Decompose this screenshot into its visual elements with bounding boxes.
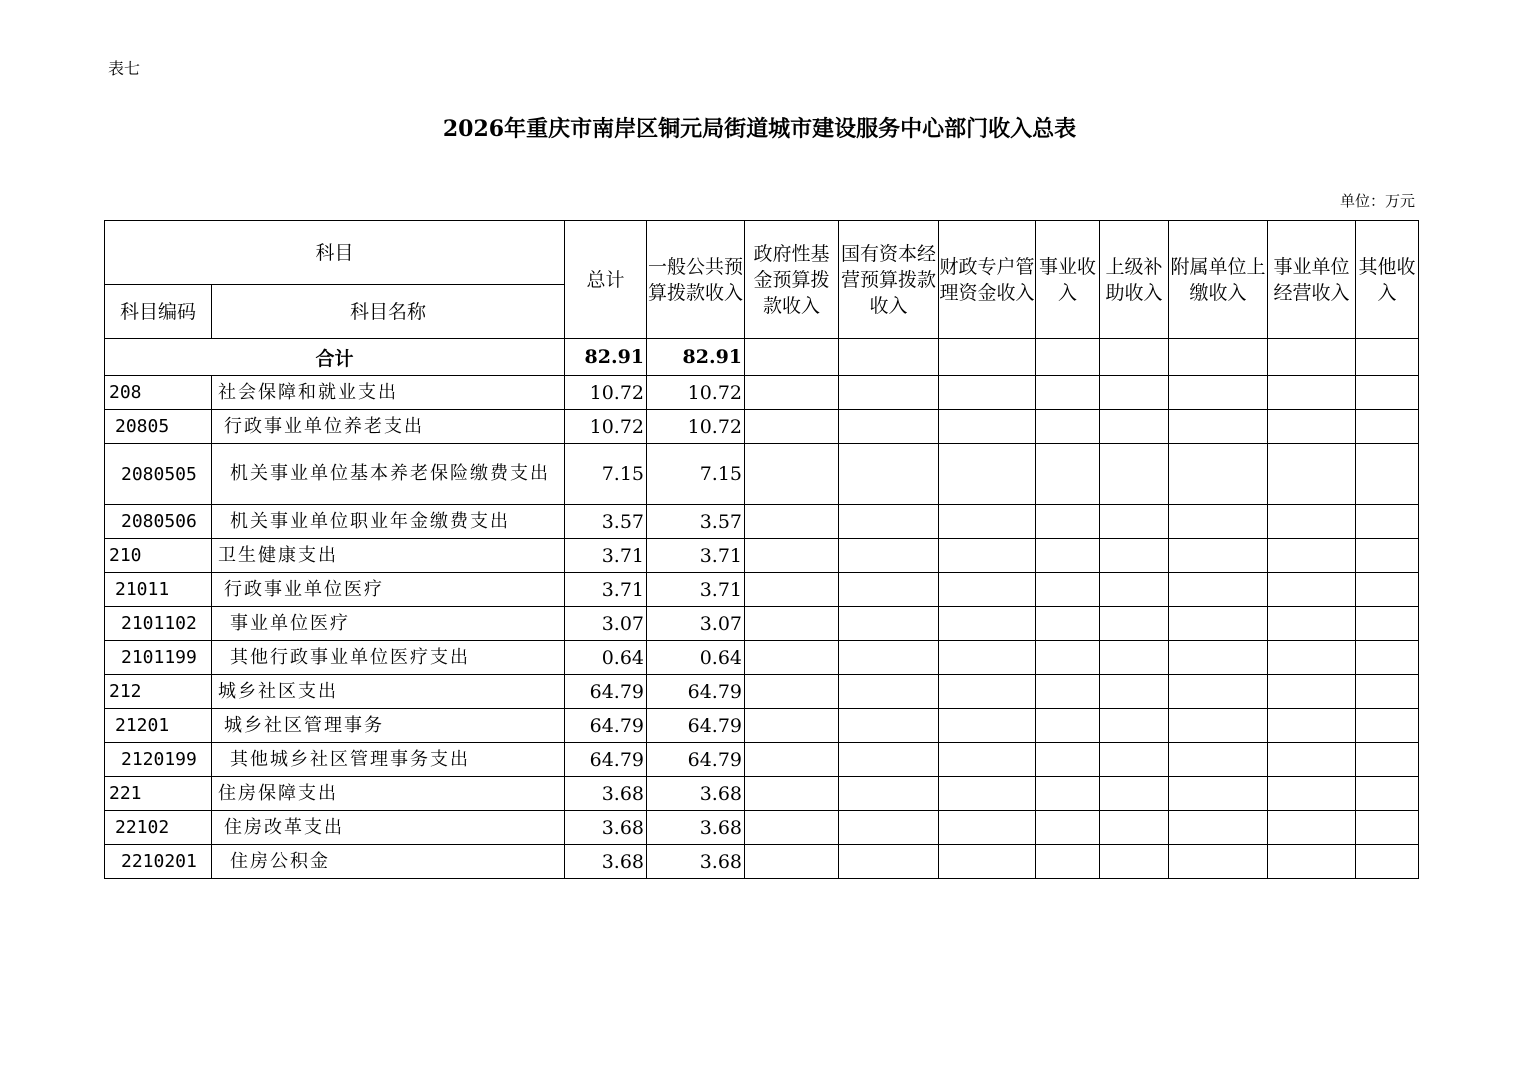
empty-cell: [1268, 845, 1356, 879]
header-gov-fund: 政府性基金预算拨款收入: [745, 221, 839, 339]
empty-cell: [1169, 709, 1268, 743]
table-row: [105, 777, 1419, 811]
amount-general: 64.79: [647, 743, 745, 777]
empty-cell: [1356, 811, 1419, 845]
empty-cell: [839, 607, 939, 641]
empty-cell: [1169, 339, 1268, 376]
empty-cell: [1169, 845, 1268, 879]
subject-name: 住房公积金: [212, 845, 565, 879]
empty-cell: [1100, 573, 1169, 607]
empty-cell: [1036, 777, 1100, 811]
amount-total: 3.68: [565, 845, 647, 879]
amount-total: 64.79: [565, 675, 647, 709]
empty-cell: [1356, 573, 1419, 607]
subject-code: 2080505: [105, 444, 212, 505]
header-special-fund: 财政专户管理资金收入: [939, 221, 1036, 339]
empty-cell: [1036, 444, 1100, 505]
empty-cell: [1356, 339, 1419, 376]
subject-code: 208: [105, 376, 212, 410]
empty-cell: [745, 539, 839, 573]
empty-cell: [939, 339, 1036, 376]
total-label: 合计: [105, 339, 565, 376]
empty-cell: [1268, 339, 1356, 376]
empty-cell: [745, 505, 839, 539]
empty-cell: [1036, 641, 1100, 675]
empty-cell: [939, 444, 1036, 505]
empty-cell: [839, 539, 939, 573]
empty-cell: [939, 410, 1036, 444]
subject-name: 其他行政事业单位医疗支出: [212, 641, 565, 675]
subject-name: 社会保障和就业支出: [212, 376, 565, 410]
subject-name: 城乡社区支出: [212, 675, 565, 709]
empty-cell: [1169, 573, 1268, 607]
empty-cell: [1100, 777, 1169, 811]
empty-cell: [1036, 410, 1100, 444]
empty-cell: [1036, 709, 1100, 743]
empty-cell: [939, 845, 1036, 879]
empty-cell: [1036, 811, 1100, 845]
table-row: [105, 444, 1419, 505]
subject-code: 210: [105, 539, 212, 573]
empty-cell: [839, 410, 939, 444]
subject-code: 2120199: [105, 743, 212, 777]
subject-code: 22102: [105, 811, 212, 845]
subject-code: 2101199: [105, 641, 212, 675]
empty-cell: [1268, 539, 1356, 573]
subject-code: 2101102: [105, 607, 212, 641]
empty-cell: [1268, 607, 1356, 641]
amount-general: 64.79: [647, 675, 745, 709]
header-operation: 事业单位经营收入: [1268, 221, 1356, 339]
table-row: [105, 410, 1419, 444]
empty-cell: [1036, 505, 1100, 539]
empty-cell: [939, 743, 1036, 777]
amount-general: 0.64: [647, 641, 745, 675]
empty-cell: [745, 743, 839, 777]
empty-cell: [1169, 811, 1268, 845]
header-subject: 科目: [105, 221, 565, 285]
amount-total: 3.07: [565, 607, 647, 641]
subject-name: 行政事业单位养老支出: [212, 410, 565, 444]
empty-cell: [839, 777, 939, 811]
empty-cell: [1100, 376, 1169, 410]
amount-total: 10.72: [565, 376, 647, 410]
empty-cell: [745, 444, 839, 505]
empty-cell: [1268, 641, 1356, 675]
total-general: 82.91: [647, 339, 745, 376]
amount-general: 3.68: [647, 811, 745, 845]
empty-cell: [1169, 607, 1268, 641]
empty-cell: [1169, 675, 1268, 709]
subject-name: 其他城乡社区管理事务支出: [212, 743, 565, 777]
table-row: [105, 845, 1419, 879]
empty-cell: [1169, 505, 1268, 539]
unit-label: 单位：万元: [1339, 192, 1415, 210]
empty-cell: [1268, 675, 1356, 709]
empty-cell: [1268, 376, 1356, 410]
empty-cell: [839, 811, 939, 845]
table-row: [105, 505, 1419, 539]
subject-name: 机关事业单位职业年金缴费支出: [212, 505, 565, 539]
amount-total: 3.71: [565, 573, 647, 607]
empty-cell: [1356, 777, 1419, 811]
header-state-capital: 国有资本经营预算拨款收入: [839, 221, 939, 339]
empty-cell: [1268, 505, 1356, 539]
amount-total: 0.64: [565, 641, 647, 675]
table-number: 表七: [108, 59, 141, 78]
empty-cell: [839, 743, 939, 777]
empty-cell: [1356, 709, 1419, 743]
header-total: 总计: [565, 221, 647, 339]
subject-name: 城乡社区管理事务: [212, 709, 565, 743]
amount-total: 10.72: [565, 410, 647, 444]
table-row: [105, 811, 1419, 845]
amount-general: 64.79: [647, 709, 745, 743]
empty-cell: [1169, 743, 1268, 777]
amount-total: 3.68: [565, 777, 647, 811]
subject-code: 21011: [105, 573, 212, 607]
header-business: 事业收入: [1036, 221, 1100, 339]
empty-cell: [939, 777, 1036, 811]
empty-cell: [1100, 410, 1169, 444]
header-general: 一般公共预算拨款收入: [647, 221, 745, 339]
table-row: [105, 607, 1419, 641]
empty-cell: [939, 376, 1036, 410]
header-code: 科目编码: [105, 285, 212, 339]
table-row: [105, 675, 1419, 709]
total-amount: 82.91: [565, 339, 647, 376]
empty-cell: [1100, 845, 1169, 879]
header-name: 科目名称: [212, 285, 565, 339]
subject-name: 住房保障支出: [212, 777, 565, 811]
page-title: 2026年重庆市南岸区铜元局街道城市建设服务中心部门收入总表: [442, 116, 1077, 142]
empty-cell: [745, 777, 839, 811]
amount-general: 10.72: [647, 376, 745, 410]
table-row: [105, 743, 1419, 777]
empty-cell: [839, 573, 939, 607]
header-superior: 上级补助收入: [1100, 221, 1169, 339]
amount-total: 64.79: [565, 743, 647, 777]
amount-general: 10.72: [647, 410, 745, 444]
empty-cell: [1100, 505, 1169, 539]
empty-cell: [1036, 675, 1100, 709]
table-row: [105, 641, 1419, 675]
empty-cell: [839, 376, 939, 410]
amount-total: 7.15: [565, 444, 647, 505]
empty-cell: [939, 505, 1036, 539]
empty-cell: [1100, 811, 1169, 845]
empty-cell: [1356, 743, 1419, 777]
empty-cell: [839, 675, 939, 709]
empty-cell: [1268, 743, 1356, 777]
amount-general: 3.57: [647, 505, 745, 539]
empty-cell: [745, 641, 839, 675]
subject-name: 机关事业单位基本养老保险缴费支出: [212, 444, 565, 505]
empty-cell: [1100, 339, 1169, 376]
empty-cell: [939, 675, 1036, 709]
empty-cell: [1356, 845, 1419, 879]
empty-cell: [1169, 539, 1268, 573]
empty-cell: [745, 675, 839, 709]
empty-cell: [1169, 777, 1268, 811]
amount-total: 3.57: [565, 505, 647, 539]
empty-cell: [1100, 743, 1169, 777]
empty-cell: [1169, 376, 1268, 410]
empty-cell: [1356, 505, 1419, 539]
empty-cell: [939, 539, 1036, 573]
amount-general: 7.15: [647, 444, 745, 505]
empty-cell: [1268, 410, 1356, 444]
subject-code: 2080506: [105, 505, 212, 539]
empty-cell: [1356, 539, 1419, 573]
amount-total: 3.71: [565, 539, 647, 573]
empty-cell: [1036, 607, 1100, 641]
empty-cell: [1169, 641, 1268, 675]
empty-cell: [745, 573, 839, 607]
empty-cell: [1268, 811, 1356, 845]
empty-cell: [939, 641, 1036, 675]
subject-name: 住房改革支出: [212, 811, 565, 845]
empty-cell: [839, 709, 939, 743]
amount-general: 3.68: [647, 845, 745, 879]
empty-cell: [1036, 845, 1100, 879]
subject-name: 卫生健康支出: [212, 539, 565, 573]
empty-cell: [1100, 607, 1169, 641]
empty-cell: [939, 811, 1036, 845]
empty-cell: [1100, 539, 1169, 573]
amount-total: 64.79: [565, 709, 647, 743]
subject-code: 221: [105, 777, 212, 811]
amount-general: 3.68: [647, 777, 745, 811]
empty-cell: [1356, 376, 1419, 410]
subject-code: 21201: [105, 709, 212, 743]
empty-cell: [939, 709, 1036, 743]
subject-name: 行政事业单位医疗: [212, 573, 565, 607]
empty-cell: [745, 607, 839, 641]
income-table: [104, 220, 1419, 879]
empty-cell: [745, 410, 839, 444]
empty-cell: [1356, 410, 1419, 444]
empty-cell: [939, 607, 1036, 641]
amount-total: 3.68: [565, 811, 647, 845]
empty-cell: [1100, 641, 1169, 675]
table-row: [105, 539, 1419, 573]
empty-cell: [1036, 339, 1100, 376]
empty-cell: [745, 376, 839, 410]
empty-cell: [1169, 410, 1268, 444]
empty-cell: [1100, 444, 1169, 505]
amount-general: 3.71: [647, 539, 745, 573]
empty-cell: [1356, 675, 1419, 709]
empty-cell: [839, 444, 939, 505]
amount-general: 3.07: [647, 607, 745, 641]
empty-cell: [745, 811, 839, 845]
empty-cell: [1036, 743, 1100, 777]
empty-cell: [1356, 641, 1419, 675]
header-affiliate: 附属单位上缴收入: [1169, 221, 1268, 339]
empty-cell: [839, 339, 939, 376]
empty-cell: [1036, 573, 1100, 607]
subject-code: 20805: [105, 410, 212, 444]
total-row: [105, 339, 1419, 376]
empty-cell: [1268, 444, 1356, 505]
table-row: [105, 573, 1419, 607]
empty-cell: [745, 339, 839, 376]
empty-cell: [1036, 376, 1100, 410]
empty-cell: [745, 709, 839, 743]
empty-cell: [1169, 444, 1268, 505]
empty-cell: [1100, 709, 1169, 743]
empty-cell: [839, 505, 939, 539]
amount-general: 3.71: [647, 573, 745, 607]
empty-cell: [1268, 573, 1356, 607]
subject-name: 事业单位医疗: [212, 607, 565, 641]
empty-cell: [839, 845, 939, 879]
empty-cell: [1268, 777, 1356, 811]
empty-cell: [1100, 675, 1169, 709]
table-row: [105, 709, 1419, 743]
empty-cell: [1036, 539, 1100, 573]
empty-cell: [939, 573, 1036, 607]
subject-code: 2210201: [105, 845, 212, 879]
header-other: 其他收入: [1356, 221, 1419, 339]
empty-cell: [1356, 444, 1419, 505]
empty-cell: [839, 641, 939, 675]
empty-cell: [1268, 709, 1356, 743]
empty-cell: [1356, 607, 1419, 641]
subject-code: 212: [105, 675, 212, 709]
empty-cell: [745, 845, 839, 879]
table-row: [105, 376, 1419, 410]
